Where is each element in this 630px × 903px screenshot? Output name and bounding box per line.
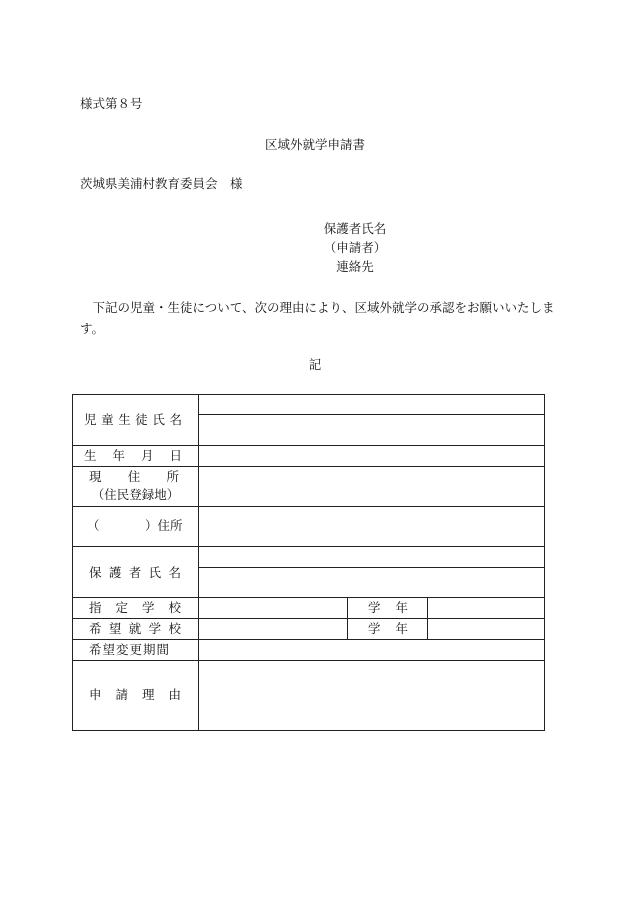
label-char: 望 [108,621,122,636]
current-address-field[interactable] [199,467,544,506]
applicant-label: （申請者） [323,240,387,255]
form-number: 様式第８号 [80,96,143,111]
birth-date-label [84,450,182,463]
resident-registration-label: （住民登録地） [91,487,180,502]
label-char: 理 [141,687,155,702]
desired-school-field[interactable] [199,619,347,639]
reason-label [89,689,181,702]
label-char: 指 [89,600,102,615]
current-address-label [89,471,179,484]
other-address-label: ）住所 [145,518,183,533]
label-char: 氏 [152,412,165,427]
label-char: 生 [118,412,131,427]
label-char: 児 [84,412,97,427]
designated-school-field[interactable] [199,598,347,618]
contact-label: 連絡先 [336,259,374,274]
label-char: 生 [84,448,97,463]
label-char: 校 [168,621,181,636]
label-char: 護 [108,565,122,580]
label-char: 学 [141,600,155,615]
label-char: 所 [166,469,179,484]
label-char: 学 [148,621,162,636]
label-char: 申 [89,687,102,702]
guardian-name-label: 保護者氏名 [323,221,387,236]
label-char: 由 [168,687,181,702]
application-table [72,394,545,731]
label-char: 請 [115,687,128,702]
student-name-field[interactable] [199,415,544,445]
label-char: 名 [168,565,181,580]
guardian-name-kana-field[interactable] [199,547,544,567]
change-period-field[interactable] [199,640,544,660]
designated-grade-field[interactable] [428,598,544,618]
label-char: 保 [89,565,102,580]
designated-grade-label [368,602,408,615]
reason-field[interactable] [199,661,544,730]
request-text: 下記の児童・生徒について、次の理由により、区域外就学の承認をお願いいたします。 [80,300,555,336]
label-char: 学 [368,621,381,636]
label-char: 年 [395,600,408,615]
label-char: 名 [169,412,182,427]
label-char: 日 [169,448,182,463]
guardian-name-label [89,567,181,580]
label-char: 年 [395,621,408,636]
designated-school-label [89,602,181,615]
label-char: 者 [128,565,142,580]
desired-school-label [89,623,181,636]
label-char: 年 [112,448,125,463]
label-char: 校 [168,600,181,615]
label-char: 童 [101,412,114,427]
birth-date-field[interactable] [199,446,544,466]
other-address-field[interactable] [199,507,544,546]
label-char: 学 [368,600,381,615]
change-period-label: 希望変更期間 [89,642,171,657]
desired-grade-field[interactable] [428,619,544,639]
document-title: 区域外就学申請書 [264,137,365,152]
recipient: 茨城県美浦村教育委員会 様 [80,176,243,191]
label-char: 就 [128,621,142,636]
label-char: 希 [89,621,102,636]
label-char: 定 [115,600,128,615]
label-char: 月 [140,448,154,463]
student-name-label [84,414,182,427]
label-char: 住 [127,469,141,484]
label-char: 徒 [135,412,148,427]
guardian-name-field[interactable] [199,568,544,597]
label-char: 現 [89,469,102,484]
student-name-kana-field[interactable] [199,396,544,414]
label-char: 氏 [148,565,162,580]
other-address-open: （ [87,518,100,533]
desired-grade-label [368,623,408,636]
ki-marker: 記 [308,357,322,372]
guardian-block [300,219,410,276]
